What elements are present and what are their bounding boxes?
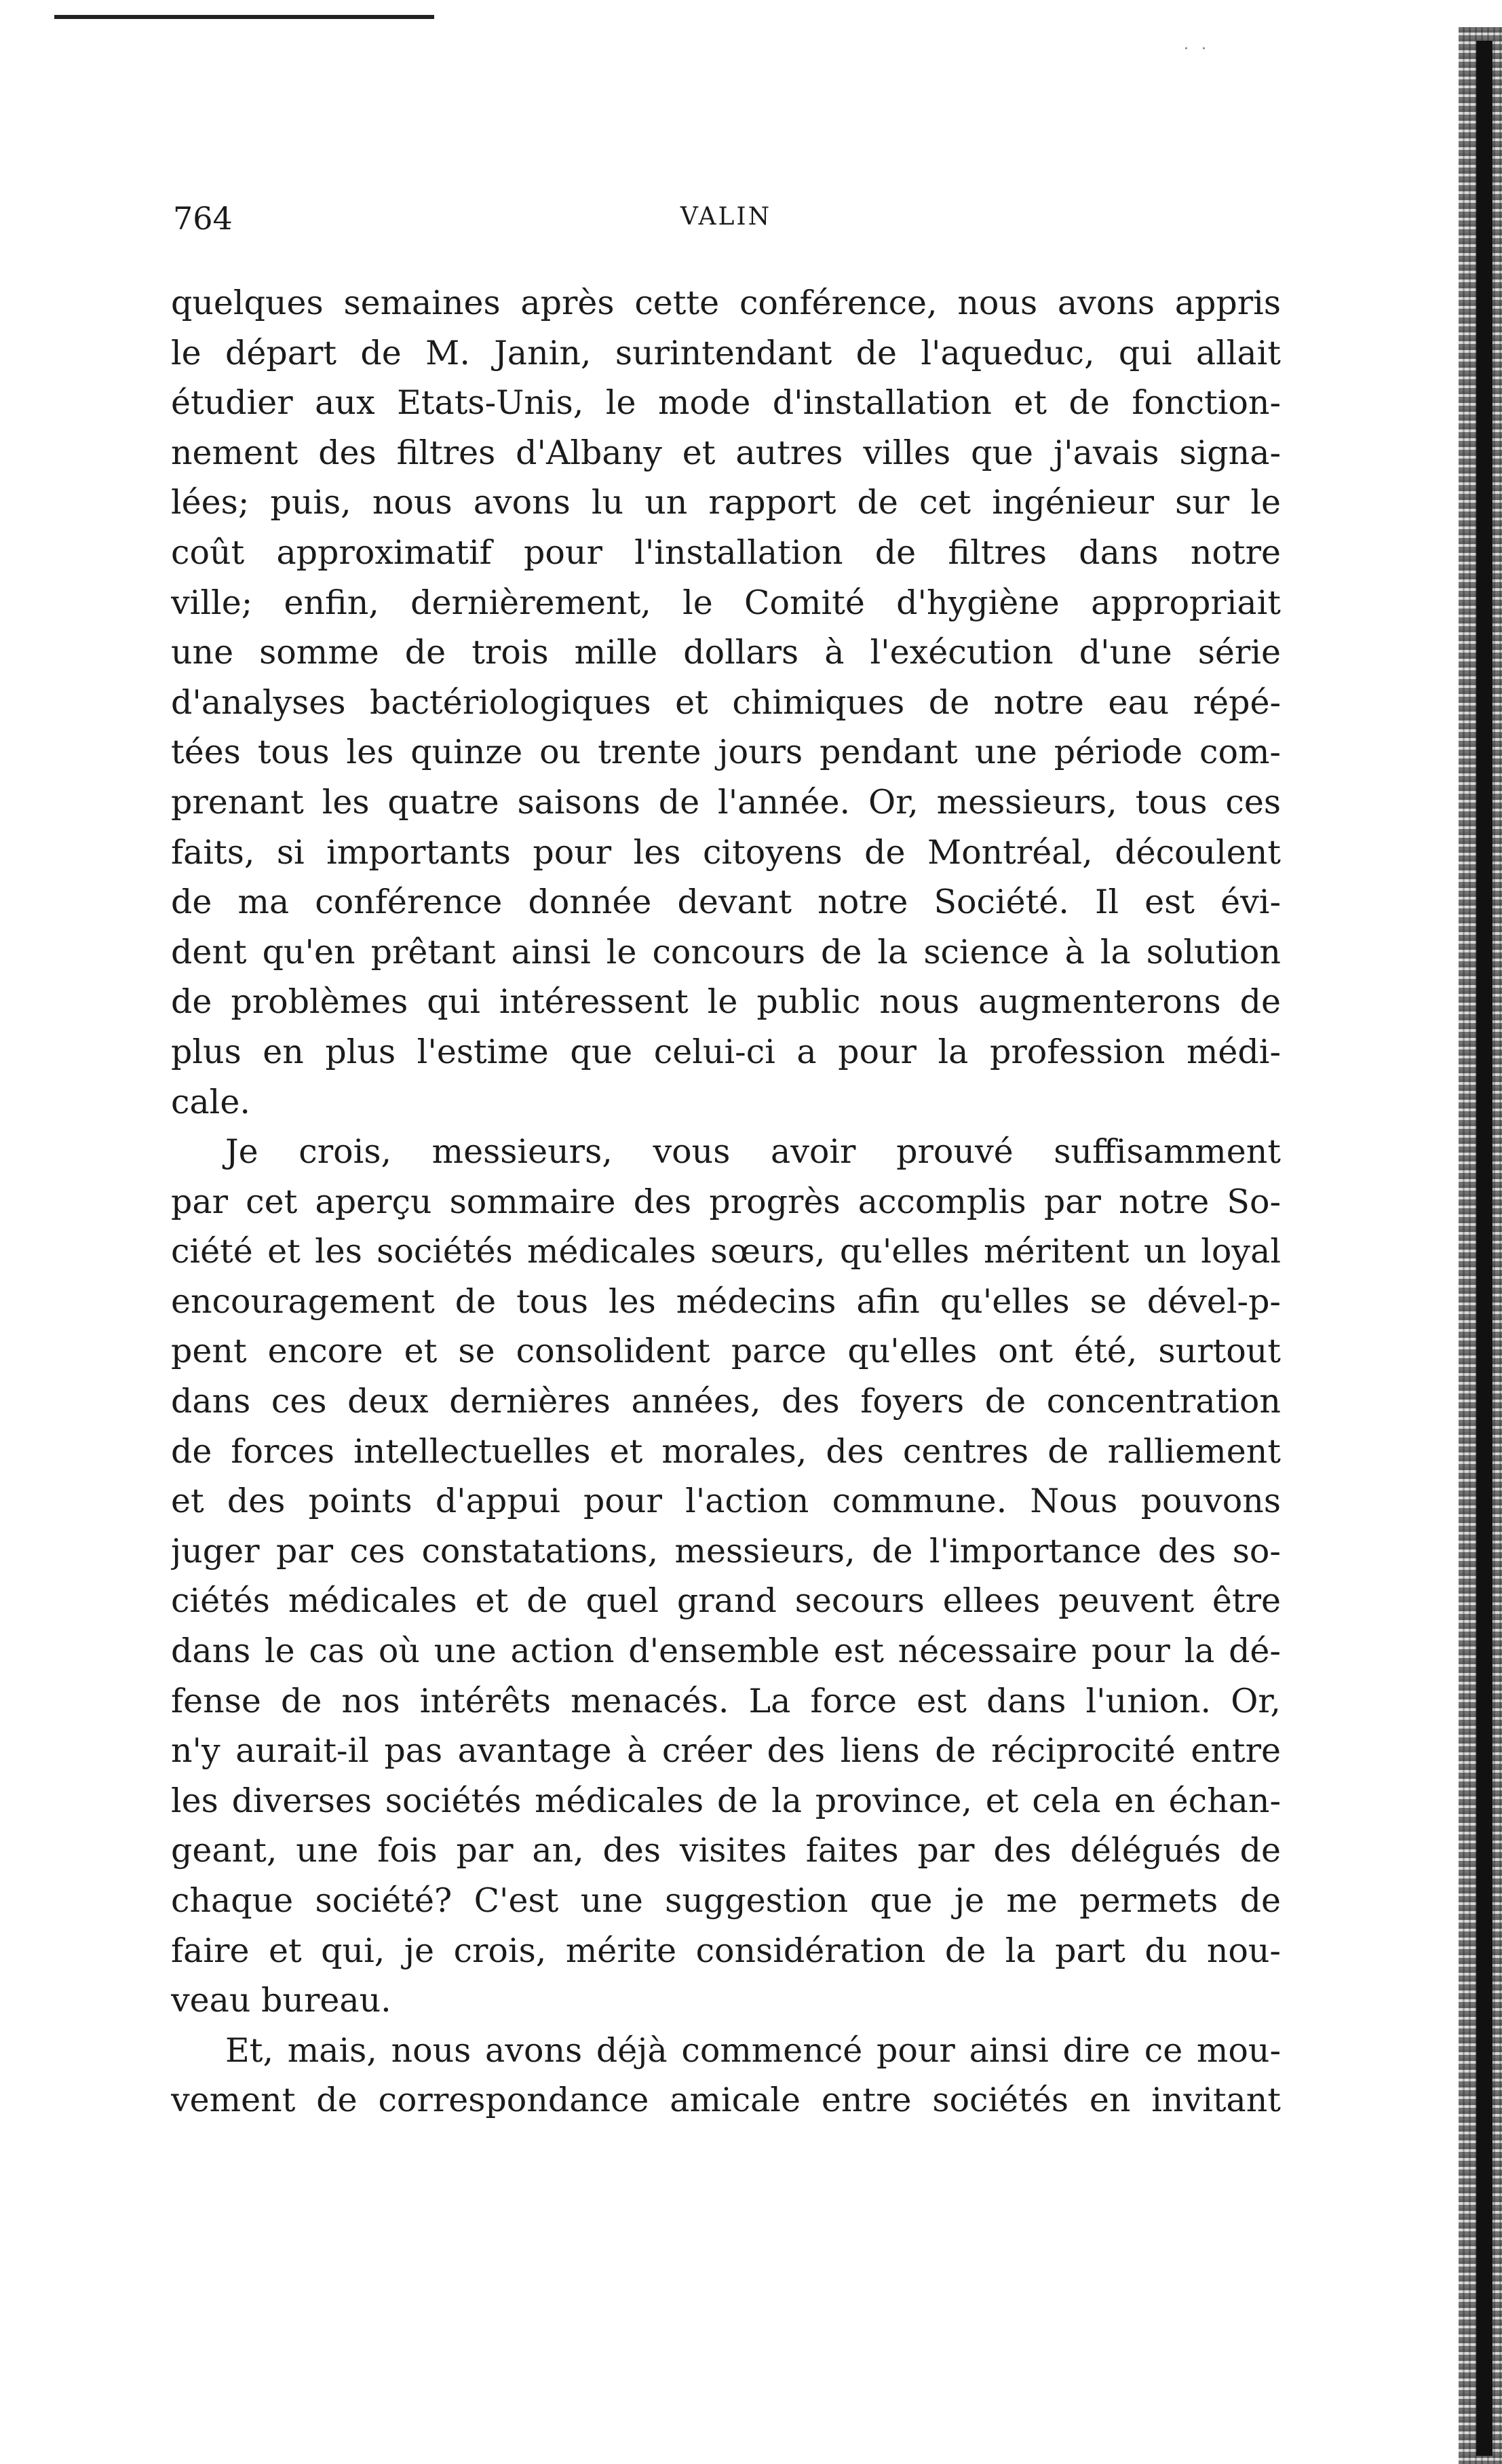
text-line: prenant les quatre saisons de l'année. Or, messieurs, tous ces (171, 782, 1281, 822)
text-line: lées; puis, nous avons lu un rapport de cet ingénieur sur le (171, 483, 1281, 522)
text-line: encouragement de tous les médecins afin qu'elles se dével-p- (171, 1282, 1281, 1321)
text-line: étudier aux Etats-Unis, le mode d'installation et de fonction- (171, 383, 1281, 423)
text-line: ville; enfin, dernièrement, le Comité d'hygiène appropriait (171, 583, 1281, 622)
text-line: n'y aurait-il pas avantage à créer des liens de réciprocité entre (171, 1731, 1281, 1771)
text-line: ciétés médicales et de quel grand secours ellees peuvent être (171, 1581, 1281, 1621)
text-line: tées tous les quinze ou trente jours pendant une période com- (171, 733, 1281, 772)
text-line: veau bureau. (171, 1981, 391, 2020)
text-line: dans ces deux dernières années, des foyers de concentration (171, 1382, 1281, 1421)
text-line: de forces intellectuelles et morales, des centres de ralliement (171, 1431, 1281, 1471)
text-line: fense de nos intérêts menacés. La force est dans l'union. Or, (171, 1681, 1281, 1720)
top-rule (54, 15, 434, 19)
text-line: nement des filtres d'Albany et autres villes que j'avais signa- (171, 433, 1281, 472)
text-line: coût approximatif pour l'installation de filtres dans notre (171, 533, 1281, 572)
text-line: les diverses sociétés médicales de la province, et cela en échan- (171, 1781, 1281, 1820)
running-head: VALIN (680, 203, 772, 231)
edge-marks: · · (1184, 41, 1210, 58)
page-header (173, 200, 1279, 248)
text-line: chaque société? C'est une suggestion que je me permets de (171, 1881, 1281, 1920)
text-line: le départ de M. Janin, surintendant de l'aqueduc, qui allait (171, 333, 1281, 372)
page-number: 764 (173, 200, 233, 237)
text-line: une somme de trois mille dollars à l'exécution d'une série (171, 633, 1281, 672)
text-line: et des points d'appui pour l'action commune. Nous pouvons (171, 1482, 1281, 1521)
text-line: par cet aperçu sommaire des progrès accomplis par notre So- (171, 1182, 1281, 1221)
text-line: Je crois, messieurs, vous avoir prouvé suffisamment (225, 1132, 1281, 1172)
text-line: vement de correspondance amicale entre sociétés en invitant (171, 2081, 1281, 2120)
text-line: faire et qui, je crois, mérite considération de la part du nou- (171, 1931, 1281, 1970)
body-text (171, 278, 1281, 2125)
text-line: de ma conférence donnée devant notre Société. Il est évi- (171, 883, 1281, 922)
text-line: geant, une fois par an, des visites faites par des délégués de (171, 1831, 1281, 1870)
text-line: de problèmes qui intéressent le public nous augmenterons de (171, 982, 1281, 1022)
text-line: dent qu'en prêtant ainsi le concours de la science à la solution (171, 932, 1281, 971)
text-line: dans le cas où une action d'ensemble est nécessaire pour la dé- (171, 1632, 1281, 1671)
text-line: ciété et les sociétés médicales sœurs, qu'elles méritent un loyal (171, 1232, 1281, 1271)
text-line: pent encore et se consolident parce qu'elles ont été, surtout (171, 1332, 1281, 1371)
text-line: Et, mais, nous avons déjà commencé pour ainsi dire ce mou- (225, 2030, 1281, 2070)
text-line: cale. (171, 1082, 250, 1121)
text-line: juger par ces constatations, messieurs, de l'importance des so- (171, 1531, 1281, 1571)
text-line: d'analyses bactériologiques et chimiques de notre eau répé- (171, 682, 1281, 722)
scan-edge-inner (1476, 41, 1493, 2456)
text-line: faits, si importants pour les citoyens de Montréal, découlent (171, 832, 1281, 872)
text-line: quelques semaines après cette conférence, nous avons appris (171, 284, 1281, 322)
text-line: plus en plus l'estime que celui-ci a pour la profession médi- (171, 1032, 1281, 1071)
